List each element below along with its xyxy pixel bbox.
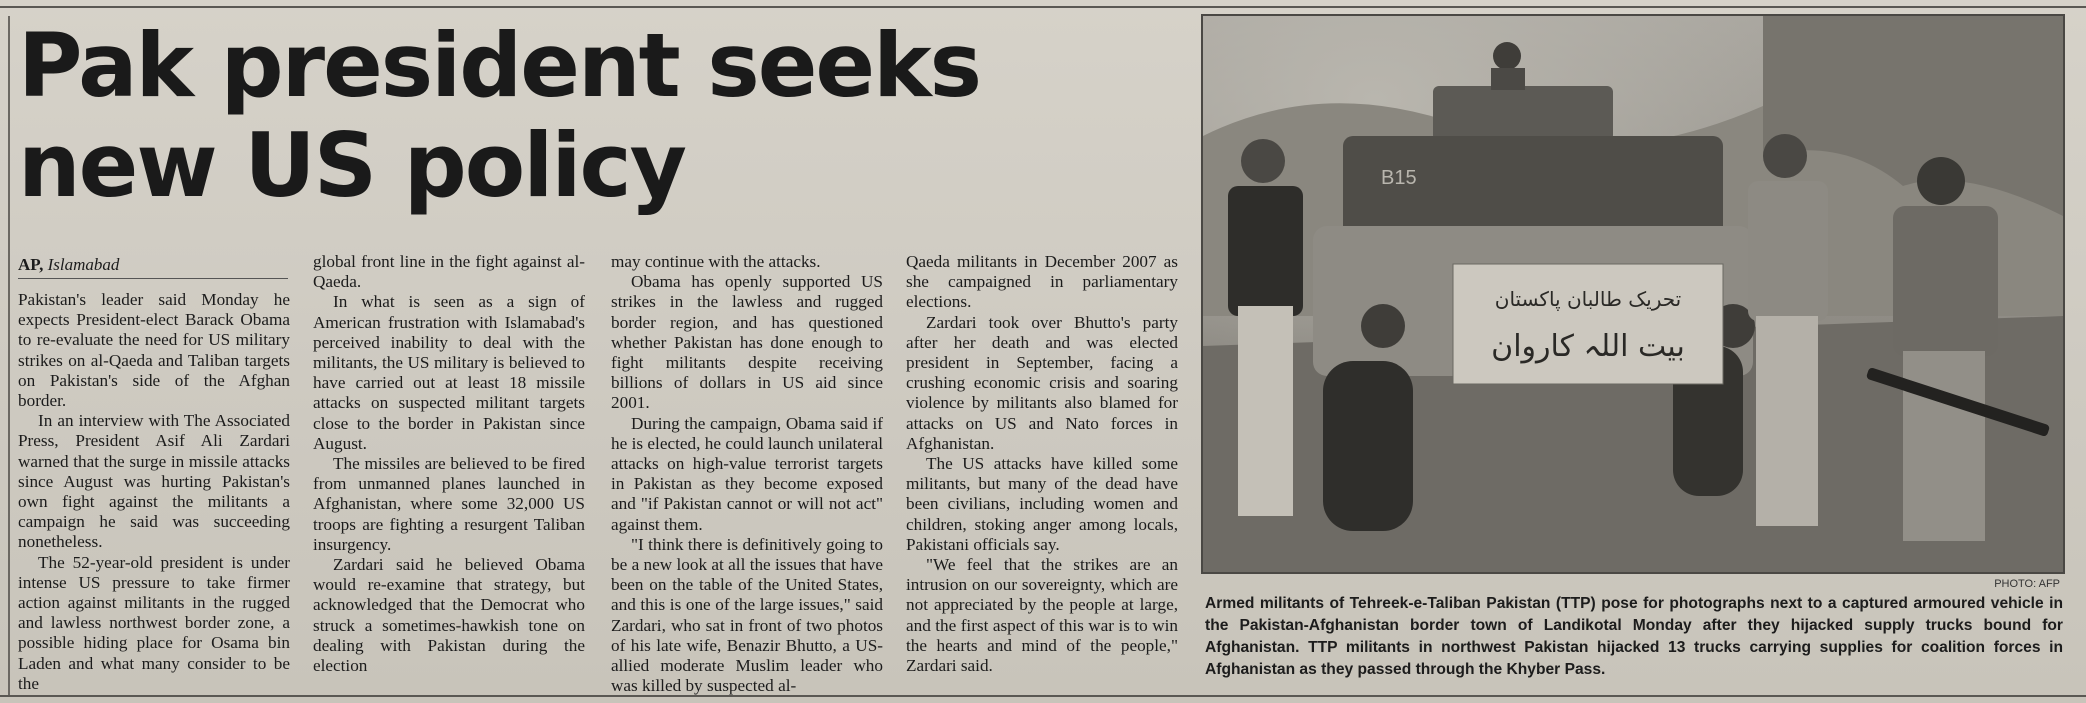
news-photo (1201, 14, 2065, 574)
photo-credit: PHOTO: AFP (1994, 578, 2060, 590)
paragraph: Zardari said he believed Obama would re-examine that strategy, but acknowledged that the Democrat who struck a sometimes-hawkish tone on dealing with Pakistan during the election (313, 555, 585, 676)
photo-caption: Armed militants of Tehreek-e-Taliban Pakistan (TTP) pose for photographs next to a captured armoured vehicle in the Pakistan-Afghanistan border town of Landikotal Monday after they hijacked supply trucks bound for Afghanistan. TTP militants in northwest Pakistan hijacked 13 trucks carrying supplies for coalition forces in Afghanistan as they passed through the Khyber Pass. (1205, 595, 2063, 678)
paragraph: During the campaign, Obama said if he is elected, he could launch unilateral attacks on high-value terrorist targets in Pakistan as they become exposed and "if Pakistan cannot or will not act" against them. (611, 413, 883, 534)
vehicle-headlight (1361, 304, 1405, 348)
vehicle-tyre (1323, 361, 1413, 531)
paragraph: Obama has openly supported US strikes in the lawless and rugged border region, and has questioned whether Pakistan has done enough to fight militants despite receiving billions of dollars in US aid since 2001. (611, 272, 883, 413)
paragraph: global front line in the fight against al-Qaeda. (313, 252, 585, 292)
militant-figure-left (1228, 139, 1303, 516)
paragraph: In what is seen as a sign of American frustration with Islamabad's perceived inability to deal with the militants, the US military is believed to have carried out at least 18 missile attacks on suspected militant targets close to the border in Pakistan since August. (313, 292, 585, 453)
paragraph: The missiles are believed to be fired from unmanned planes launched in Afghanistan, where some 32,000 US troops are fighting a resurgent Taliban insurgency. (313, 454, 585, 554)
headline: Pak president seeks new US policy (18, 14, 980, 217)
article-column-3 (611, 252, 883, 696)
byline-location: Islamabad (47, 255, 120, 274)
paragraph: In an interview with The Associated Press, President Asif Ali Zardari warned that the surge in missile attacks since August was hurting Pakistan's own fight against the militants a campaign he said was succeeding nonetheless. (18, 411, 290, 552)
photo-illustration (1203, 16, 2063, 572)
left-rule (8, 16, 10, 696)
banner-text-2: بیت اللہ کاروان (1491, 329, 1685, 364)
paragraph: "I think there is definitively going to be a new look at all the issues that have been on the table of the United States, and this is one of the large issues," said Zardari, who sat in front of two photos of his late wife, Benazir Bhutto, a US-allied moderate Muslim leader who was killed by suspected al- (611, 534, 883, 696)
top-rule (0, 6, 2086, 8)
paragraph: Zardari took over Bhutto's party after her death and was elected president in September, facing a crushing economic crisis and soaring violence by militants also blamed for attacks on US and Nato forces in Afghanistan. (906, 312, 1178, 453)
paragraph: Qaeda militants in December 2007 as she campaigned in parliamentary elections. (906, 252, 1178, 312)
byline-source: AP, (18, 255, 44, 274)
article-column-1 (18, 290, 290, 694)
banner (1453, 264, 1723, 384)
byline-rule (18, 278, 288, 279)
bottom-rule (0, 695, 2086, 697)
militant-figure-turret (1491, 42, 1525, 90)
paragraph: Pakistan's leader said Monday he expects President-elect Barack Obama to re-evaluate the need for US military strikes on al-Qaeda and Taliban targets on Pakistan's side of the Afghan border. (18, 290, 290, 411)
article-column-4 (906, 252, 1178, 676)
paragraph: "We feel that the strikes are an intrusion on our sovereignty, which are not appreciated by the people at large, and the first aspect of this war is to win the hearts and mind of the people," Zardari said. (906, 555, 1178, 676)
byline (18, 254, 288, 276)
paragraph: may continue with the attacks. (611, 252, 821, 271)
paragraph: The 52-year-old president is under intense US pressure to take firmer action against militants in the rugged and lawless northwest border zone, a possible hiding place for Osama bin Laden and what many consider to be the (18, 552, 290, 693)
militant-figure-gunman (1748, 134, 1828, 526)
article-column-2 (313, 252, 585, 676)
vehicle-turret (1433, 86, 1613, 141)
banner-text-1: تحریک طالبان پاکستان (1494, 287, 1682, 311)
vehicle-marking: B15 (1381, 167, 1417, 189)
banner-cloth (1453, 264, 1723, 384)
paragraph: The US attacks have killed some militants, but many of the dead have been civilians, including women and children, stoking anger among locals, Pakistani officials say. (906, 454, 1178, 554)
